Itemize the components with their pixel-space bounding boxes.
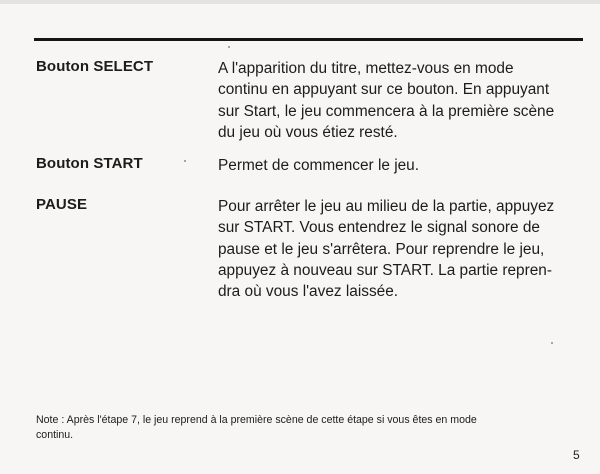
term-select-button: Bouton SELECT [36,58,154,75]
description-start-button [218,155,590,176]
page-number: 5 [573,448,580,462]
header-rule [34,38,583,41]
description-line: Pour arrêter le jeu au milieu de la partie, appuyez [218,198,555,215]
description-select-button [218,58,590,143]
scan-speck [551,342,553,344]
term-pause: PAUSE [36,196,88,213]
footnote-line: Note : Après l'étape 7, le jeu reprend à la première scène de cette étape si vous êtes en mode [36,414,477,426]
description-pause [218,196,590,302]
description-line: Permet de commencer le jeu. [218,157,420,174]
description-line: du jeu où vous étiez resté. [218,123,398,141]
description-line: sur Start, le jeu commencera à la première scène [218,102,555,120]
scan-speck [228,46,230,48]
description-line: A l'apparition du titre, mettez-vous en mode [218,60,514,77]
footnote [36,413,477,443]
term-start-button: Bouton START [36,155,143,172]
description-line: dra où vous l'avez laissée. [218,283,399,301]
description-line: continu en appuyant sur ce bouton. En appuyant [218,81,550,99]
footnote-line: continu. [36,429,74,441]
description-line: sur START. Vous entendrez le signal sonore de [218,219,540,237]
description-line: appuyez à nouveau sur START. La partie repren- [218,261,552,279]
scan-top-edge [0,0,600,4]
description-line: pause et le jeu s'arrêtera. Pour reprendre le jeu, [218,240,545,258]
scan-speck [184,160,186,162]
